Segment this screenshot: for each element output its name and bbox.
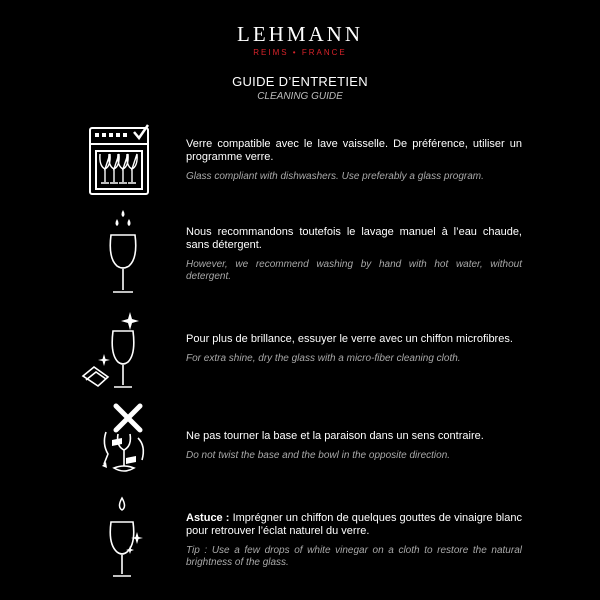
item-fr-text: Verre compatible avec le lave vaisselle. De préférence, utiliser un programme verre. [186, 138, 522, 163]
item-dishwasher [186, 138, 522, 183]
item-vinegar-tip [186, 512, 522, 569]
guide-subtitle: CLEANING GUIDE [257, 91, 343, 102]
item-fr-text: Ne pas tourner la base et la paraison dans un sens contraire. [186, 430, 484, 442]
guide-title: GUIDE D’ENTRETIEN [232, 74, 368, 89]
item-microfiber [186, 333, 522, 365]
item-hand-wash [186, 226, 522, 283]
hand-wash-glass-icon [103, 208, 143, 296]
item-en-text: However, we recommend washing by hand with hot water, without detergent. [186, 259, 522, 282]
item-no-twist [186, 430, 522, 462]
microfiber-cloth-icon [80, 310, 142, 392]
no-twist-icon [94, 402, 152, 480]
brand-location: REIMS • FRANCE [253, 48, 347, 57]
brand-logo: LEHMANN [237, 22, 363, 46]
item-fr-text: Pour plus de brillance, essuyer le verre avec un chiffon microfibres. [186, 333, 513, 345]
vinegar-tip-icon [102, 494, 146, 580]
item-en-text: Glass compliant with dishwashers. Use preferably a glass program. [186, 171, 484, 182]
item-en-text: Tip : Use a few drops of white vinegar on a cloth to restore the natural brightness of the glass. [186, 545, 522, 568]
item-en-text: Do not twist the base and the bowl in the opposite direction. [186, 450, 451, 461]
tip-label: Astuce : [186, 512, 230, 524]
dishwasher-icon [86, 122, 156, 197]
item-en-text: For extra shine, dry the glass with a micro-fiber cleaning cloth. [186, 353, 461, 364]
item-fr-text: Imprégner un chiffon de quelques gouttes de vinaigre blanc pour retrouver l’éclat naturel du verre. [186, 512, 522, 537]
item-fr-text: Nous recommandons toutefois le lavage manuel à l’eau chaude, sans détergent. [186, 226, 522, 251]
